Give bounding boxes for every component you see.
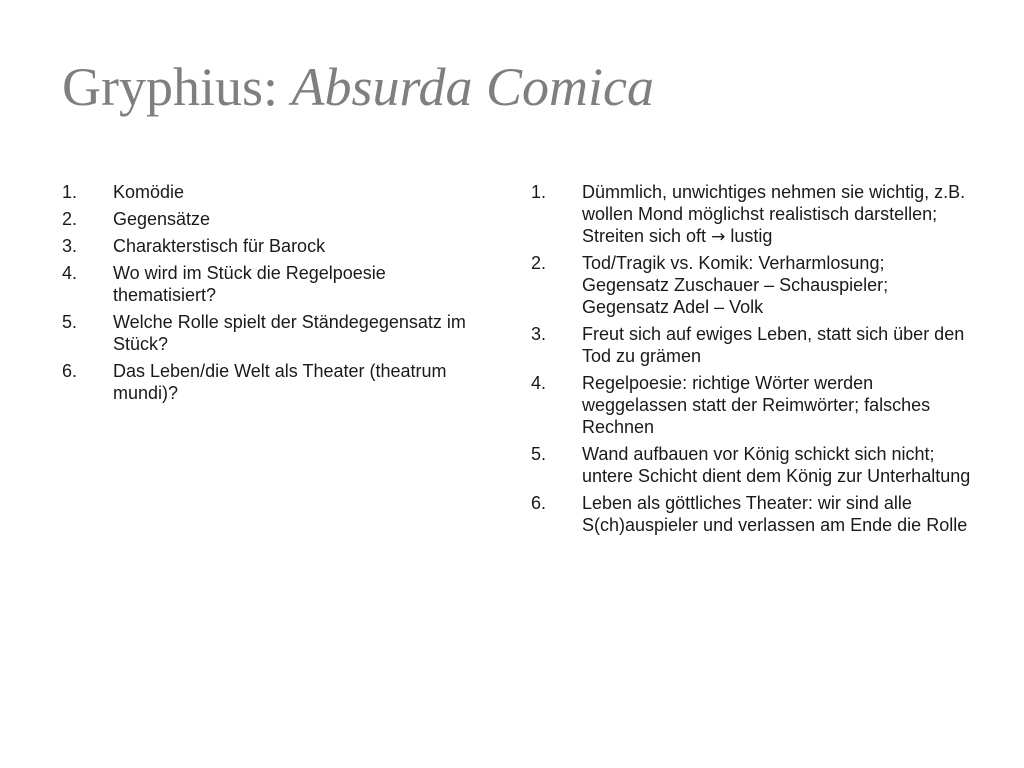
list-item xyxy=(531,323,971,367)
item-text: Wo wird im Stück die Regelpoesie thematisiert? xyxy=(113,263,386,305)
item-text: Gegensätze xyxy=(113,209,211,229)
list-item xyxy=(62,360,492,404)
item-number: 3. xyxy=(62,236,78,256)
item-text: Tod/Tragik vs. Komik: Verharmlosung; Gegensatz Zuschauer – Schauspieler; Gegensatz Adel – Volk xyxy=(582,253,889,317)
item-number: 5. xyxy=(62,312,78,332)
item-number: 4. xyxy=(62,263,78,283)
item-text: Komödie xyxy=(113,182,185,202)
list-item xyxy=(62,235,492,257)
slide-title xyxy=(62,57,654,117)
list-item xyxy=(531,372,971,438)
arrow-right-icon: → xyxy=(711,227,726,247)
item-number: 3. xyxy=(531,324,547,344)
list-item xyxy=(62,311,492,355)
list-item xyxy=(62,262,492,306)
item-text-main: Dümmlich, unwichtiges nehmen sie wichtig, z.B. wollen Mond möglichst realistisch darstellen; Streiten sich oft xyxy=(582,182,966,246)
item-number: 6. xyxy=(531,493,547,513)
questions-list xyxy=(62,181,492,409)
item-text xyxy=(582,181,971,247)
item-number: 2. xyxy=(531,253,547,273)
title-italic: Absurda Comica xyxy=(291,57,654,117)
item-number: 6. xyxy=(62,361,78,381)
item-text-after: lustig xyxy=(725,226,773,246)
item-text: Welche Rolle spielt der Ständegegensatz im Stück? xyxy=(113,312,466,354)
title-prefix: Gryphius: xyxy=(62,57,292,117)
list-item xyxy=(531,252,971,318)
item-number: 5. xyxy=(531,444,547,464)
item-text: Leben als göttliches Theater: wir sind alle S(ch)auspieler und verlassen am Ende die Rolle xyxy=(582,493,968,535)
item-text: Regelpoesie: richtige Wörter werden weggelassen statt der Reimwörter; falsches Rechnen xyxy=(582,373,931,437)
item-number: 1. xyxy=(531,182,547,202)
list-item xyxy=(62,181,492,203)
item-number: 1. xyxy=(62,182,78,202)
list-item xyxy=(531,181,971,247)
item-text: Wand aufbauen vor König schickt sich nicht; untere Schicht dient dem König zur Unterhaltung xyxy=(582,444,971,486)
item-text: Freut sich auf ewiges Leben, statt sich über den Tod zu grämen xyxy=(582,324,965,366)
list-item xyxy=(531,492,971,536)
item-text: Charakterstisch für Barock xyxy=(113,236,326,256)
item-text: Das Leben/die Welt als Theater (theatrum mundi)? xyxy=(113,361,447,403)
item-number: 4. xyxy=(531,373,547,393)
list-item xyxy=(531,443,971,487)
item-number: 2. xyxy=(62,209,78,229)
answers-list xyxy=(531,181,971,541)
list-item xyxy=(62,208,492,230)
